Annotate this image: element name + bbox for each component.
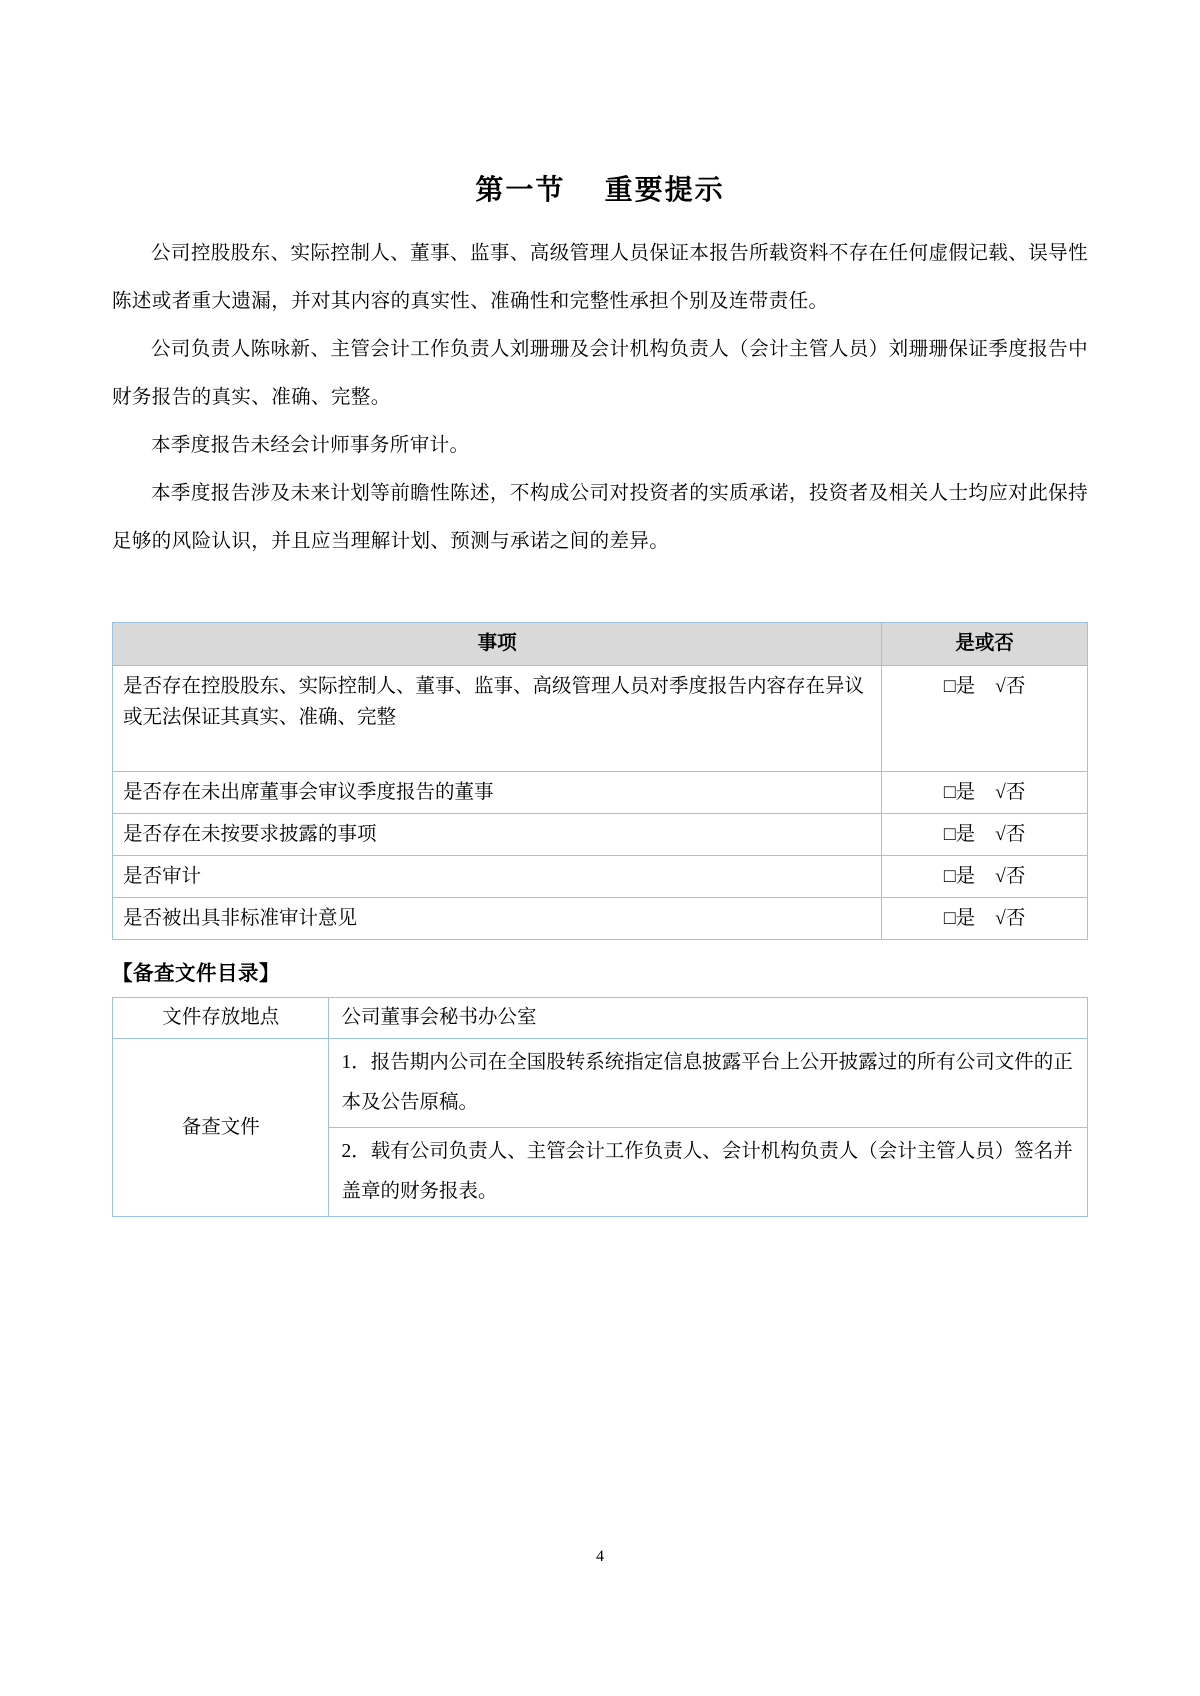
matter-answer xyxy=(882,814,1088,856)
paragraph-guarantee: 公司控股股东、实际控制人、董事、监事、高级管理人员保证本报告所载资料不存在任何虚假记载、误导性陈述或者重大遗漏，并对其内容的真实性、准确性和完整性承担个别及连带责任。 xyxy=(112,243,1088,312)
paragraph-responsible-persons: 公司负责人陈咏新、主管会计工作负责人刘珊珊及会计机构负责人（会计主管人员）刘珊珊保证季度报告中财务报告的真实、准确、完整。 xyxy=(112,339,1088,408)
checkbox-yes: □是 xyxy=(943,782,976,803)
checkbox-yes: □是 xyxy=(943,908,976,929)
table-row xyxy=(113,666,1088,772)
table-row xyxy=(113,772,1088,814)
checkmark-no: √否 xyxy=(995,866,1026,887)
matters-header-row xyxy=(113,623,1088,666)
section-title-text: 重要提示 xyxy=(604,174,725,205)
matter-item: 是否存在未出席董事会审议季度报告的董事 xyxy=(113,772,882,814)
matter-item: 是否存在控股股东、实际控制人、董事、监事、高级管理人员对季度报告内容存在异议或无法保证其真实、准确、完整 xyxy=(113,666,882,772)
matter-answer xyxy=(882,898,1088,940)
location-value: 公司董事会秘书办公室 xyxy=(329,998,1088,1039)
table-row xyxy=(113,898,1088,940)
matter-answer xyxy=(882,856,1088,898)
checkbox-yes: □是 xyxy=(943,676,976,697)
documents-table xyxy=(112,997,1088,1217)
files-label: 备查文件 xyxy=(113,1039,329,1217)
checkmark-no: √否 xyxy=(995,908,1026,929)
matter-answer xyxy=(882,772,1088,814)
file-item: 1．报告期内公司在全国股转系统指定信息披露平台上公开披露过的所有公司文件的正本及公告原稿。 xyxy=(329,1039,1088,1128)
checkbox-yes: □是 xyxy=(943,866,976,887)
location-label: 文件存放地点 xyxy=(113,998,329,1039)
matters-header-item: 事项 xyxy=(113,623,882,666)
page-content xyxy=(112,0,1088,1217)
checkmark-no: √否 xyxy=(995,824,1026,845)
notice-paragraphs xyxy=(112,230,1088,566)
table-row xyxy=(113,856,1088,898)
section-title xyxy=(112,168,1088,208)
matters-table xyxy=(112,622,1088,940)
file-item: 2．载有公司负责人、主管会计工作负责人、会计机构负责人（会计主管人员）签名并盖章的财务报表。 xyxy=(329,1128,1088,1217)
checkmark-no: √否 xyxy=(995,782,1026,803)
matter-item: 是否审计 xyxy=(113,856,882,898)
paragraph-forward-looking: 本季度报告涉及未来计划等前瞻性陈述，不构成公司对投资者的实质承诺，投资者及相关人士均应对此保持足够的风险认识，并且应当理解计划、预测与承诺之间的差异。 xyxy=(112,483,1088,552)
matter-item: 是否存在未按要求披露的事项 xyxy=(113,814,882,856)
paragraph-unaudited: 本季度报告未经会计师事务所审计。 xyxy=(151,435,470,456)
matter-answer xyxy=(882,666,1088,772)
checkbox-yes: □是 xyxy=(943,824,976,845)
section-title-number: 第一节 xyxy=(475,174,566,205)
table-row xyxy=(113,1039,1088,1128)
matters-header-answer: 是或否 xyxy=(882,623,1088,666)
page-number: 4 xyxy=(596,1548,604,1565)
table-row xyxy=(113,814,1088,856)
table-row xyxy=(113,998,1088,1039)
documents-catalog-heading: 【备查文件目录】 xyxy=(112,963,280,985)
matter-item: 是否被出具非标准审计意见 xyxy=(113,898,882,940)
checkmark-no: √否 xyxy=(995,676,1026,697)
